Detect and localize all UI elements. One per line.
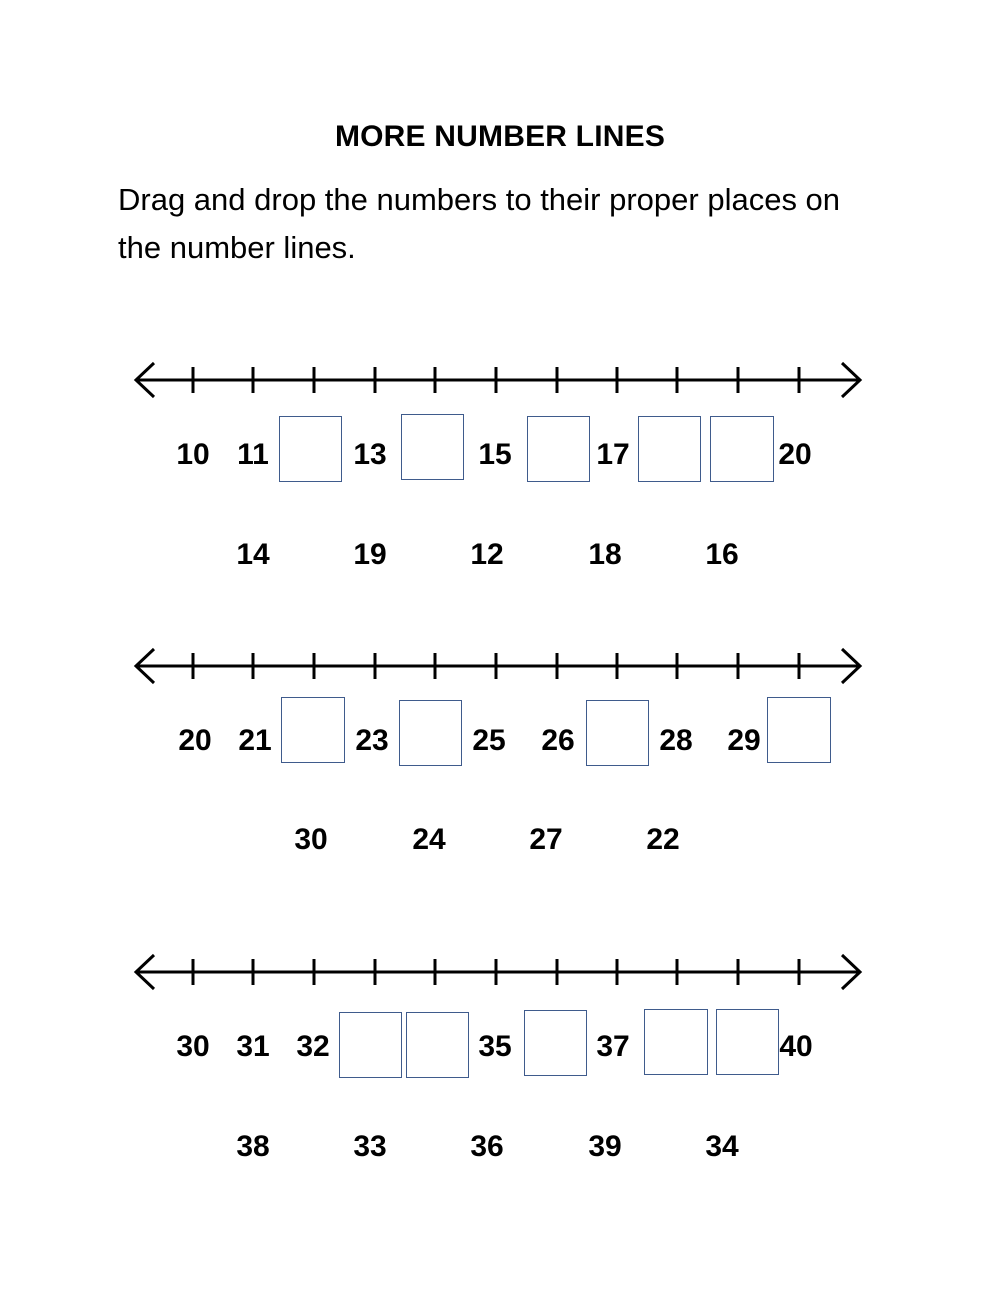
draggable-number[interactable]: 12	[470, 538, 504, 571]
tick-label: 20	[778, 438, 812, 471]
draggable-number[interactable]: 39	[588, 1130, 622, 1163]
draggable-number[interactable]: 33	[353, 1130, 387, 1163]
instructions: Drag and drop the numbers to their proper places on the number lines.	[118, 182, 841, 265]
tick-label: 26	[541, 724, 575, 757]
tick-label: 10	[176, 438, 210, 471]
page-title: MORE NUMBER LINES	[334, 120, 666, 153]
drop-slot[interactable]	[339, 1012, 402, 1078]
draggable-number[interactable]: 24	[412, 823, 446, 856]
number-line-1	[128, 355, 868, 405]
drop-slot[interactable]	[524, 1010, 587, 1076]
tick-label: 15	[478, 438, 512, 471]
drop-slot[interactable]	[716, 1009, 779, 1075]
drop-slot[interactable]	[767, 697, 831, 763]
number-line-3	[128, 947, 868, 997]
tick-label: 20	[178, 724, 212, 757]
drop-slot[interactable]	[406, 1012, 469, 1078]
drop-slot[interactable]	[401, 414, 464, 480]
tick-label: 13	[353, 438, 387, 471]
tick-label: 29	[727, 724, 761, 757]
tick-label: 25	[472, 724, 506, 757]
tick-label: 32	[296, 1030, 330, 1063]
tick-label: 35	[478, 1030, 512, 1063]
draggable-number[interactable]: 16	[705, 538, 739, 571]
number-line-2-graphic	[128, 641, 868, 691]
number-line-2	[128, 641, 868, 691]
draggable-number[interactable]: 34	[705, 1130, 739, 1163]
draggable-number[interactable]: 14	[236, 538, 270, 571]
tick-label: 21	[238, 724, 272, 757]
tick-label: 30	[176, 1030, 210, 1063]
drop-slot[interactable]	[710, 416, 774, 482]
draggable-number[interactable]: 38	[236, 1130, 270, 1163]
draggable-number[interactable]: 19	[353, 538, 387, 571]
draggable-number[interactable]: 27	[529, 823, 563, 856]
drop-slot[interactable]	[279, 416, 342, 482]
tick-label: 17	[596, 438, 630, 471]
drop-slot[interactable]	[638, 416, 701, 482]
drop-slot[interactable]	[399, 700, 462, 766]
drop-slot[interactable]	[527, 416, 590, 482]
tick-label: 28	[659, 724, 693, 757]
tick-label: 11	[237, 438, 269, 471]
draggable-number[interactable]: 18	[588, 538, 622, 571]
draggable-number[interactable]: 36	[470, 1130, 504, 1163]
drop-slot[interactable]	[281, 697, 345, 763]
tick-label: 37	[596, 1030, 630, 1063]
number-line-3-graphic	[128, 947, 868, 997]
tick-label: 31	[236, 1030, 270, 1063]
draggable-number[interactable]: 30	[294, 823, 328, 856]
draggable-number[interactable]: 22	[646, 823, 680, 856]
number-line-1-graphic	[128, 355, 868, 405]
tick-label: 23	[355, 724, 389, 757]
tick-label: 40	[779, 1030, 813, 1063]
drop-slot[interactable]	[644, 1009, 708, 1075]
drop-slot[interactable]	[586, 700, 649, 766]
